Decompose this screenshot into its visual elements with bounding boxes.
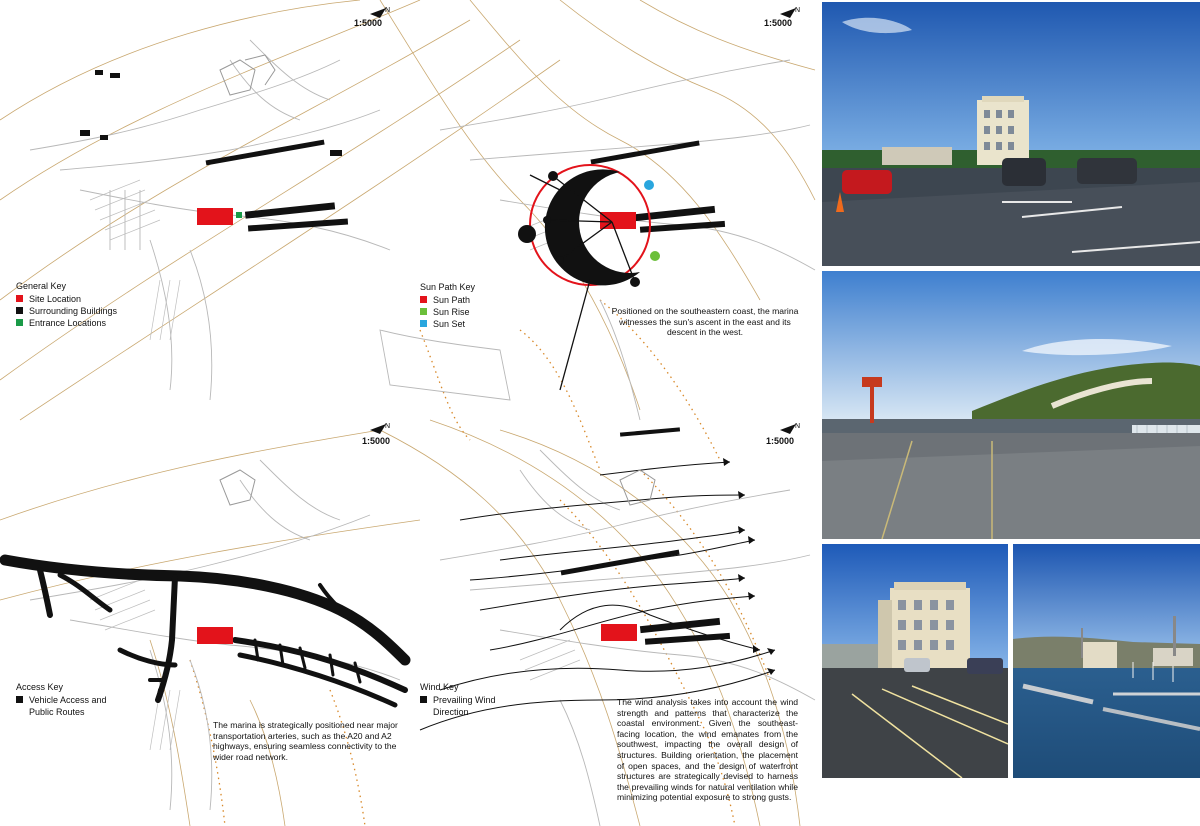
sun-rise-marker bbox=[650, 251, 660, 261]
svg-text:N: N bbox=[795, 7, 801, 14]
black-swatch-icon bbox=[420, 696, 427, 703]
photo-tower-building bbox=[822, 544, 1008, 778]
blue-swatch-icon bbox=[420, 320, 427, 327]
red-swatch-icon bbox=[420, 296, 427, 303]
general-key-title: General Key bbox=[16, 281, 67, 291]
sun-path-key bbox=[420, 281, 540, 330]
north-arrow-icon bbox=[368, 420, 392, 436]
scale-bottom-right: 1:5000 bbox=[766, 436, 795, 446]
sun-analysis-text: Positioned on the southeastern coast, the marina witnesses the sun's ascent in the east and its descent in the west. bbox=[611, 306, 799, 338]
entrance-location bbox=[236, 212, 242, 218]
green-swatch-icon bbox=[16, 319, 23, 326]
sun-key-title: Sun Path Key bbox=[420, 282, 476, 292]
sun-set-marker bbox=[644, 180, 654, 190]
key-item-sun-path: Sun Path bbox=[420, 294, 540, 306]
black-swatch-icon bbox=[16, 307, 23, 314]
wind-analysis-text: The wind analysis takes into account the wind strength and patterns that characterize the coastal environment. Given the southeast-facing location, the wind emanates from the southwest, impacting the overall design of structures. Building orientation, the placement of open spaces, and the design of waterfront structures are strategically devised to harness the prevailing winds for natural ventilation while minimizing potential exposure to strong gusts. bbox=[617, 697, 798, 803]
scale-top-left: 1:5000 bbox=[354, 18, 383, 28]
key-item-sun-rise: Sun Rise bbox=[420, 306, 540, 318]
wind-key-title: Wind Key bbox=[420, 682, 459, 692]
svg-text:N: N bbox=[385, 7, 391, 14]
north-arrow-icon bbox=[778, 420, 802, 436]
map-general bbox=[80, 55, 348, 231]
wind-key bbox=[420, 681, 510, 718]
general-key bbox=[16, 280, 166, 329]
scale-bottom-left: 1:5000 bbox=[362, 436, 391, 446]
key-item-sun-set: Sun Set bbox=[420, 318, 540, 330]
key-item-surrounding-buildings: Surrounding Buildings bbox=[16, 305, 166, 317]
svg-text:N: N bbox=[385, 423, 391, 430]
key-item-site-location: Site Location bbox=[16, 293, 166, 305]
photo-open-quay-cliffs bbox=[822, 271, 1200, 539]
surrounding-buildings bbox=[80, 70, 348, 231]
photo-marina-water bbox=[1013, 544, 1200, 778]
green-swatch-icon bbox=[420, 308, 427, 315]
access-key-title: Access Key bbox=[16, 682, 64, 692]
vehicle-routes bbox=[5, 430, 510, 705]
svg-text:N: N bbox=[795, 423, 801, 430]
key-item-entrance-locations: Entrance Locations bbox=[16, 317, 166, 329]
key-item-prevailing-wind: Prevailing Wind Direction bbox=[420, 694, 510, 718]
map-access bbox=[5, 430, 510, 705]
scale-top-right: 1:5000 bbox=[764, 18, 793, 28]
red-swatch-icon bbox=[16, 295, 23, 302]
access-key bbox=[16, 681, 126, 718]
key-item-vehicle-access: Vehicle Access and Public Routes bbox=[16, 694, 126, 718]
site-location bbox=[197, 208, 233, 225]
photo-car-park-building bbox=[822, 2, 1200, 266]
access-analysis-text: The marina is strategically positioned near major transportation arteries, such as the A20 and A2 highways, ensuring seamless connectivity to the wider road network. bbox=[213, 720, 398, 762]
black-swatch-icon bbox=[16, 696, 23, 703]
